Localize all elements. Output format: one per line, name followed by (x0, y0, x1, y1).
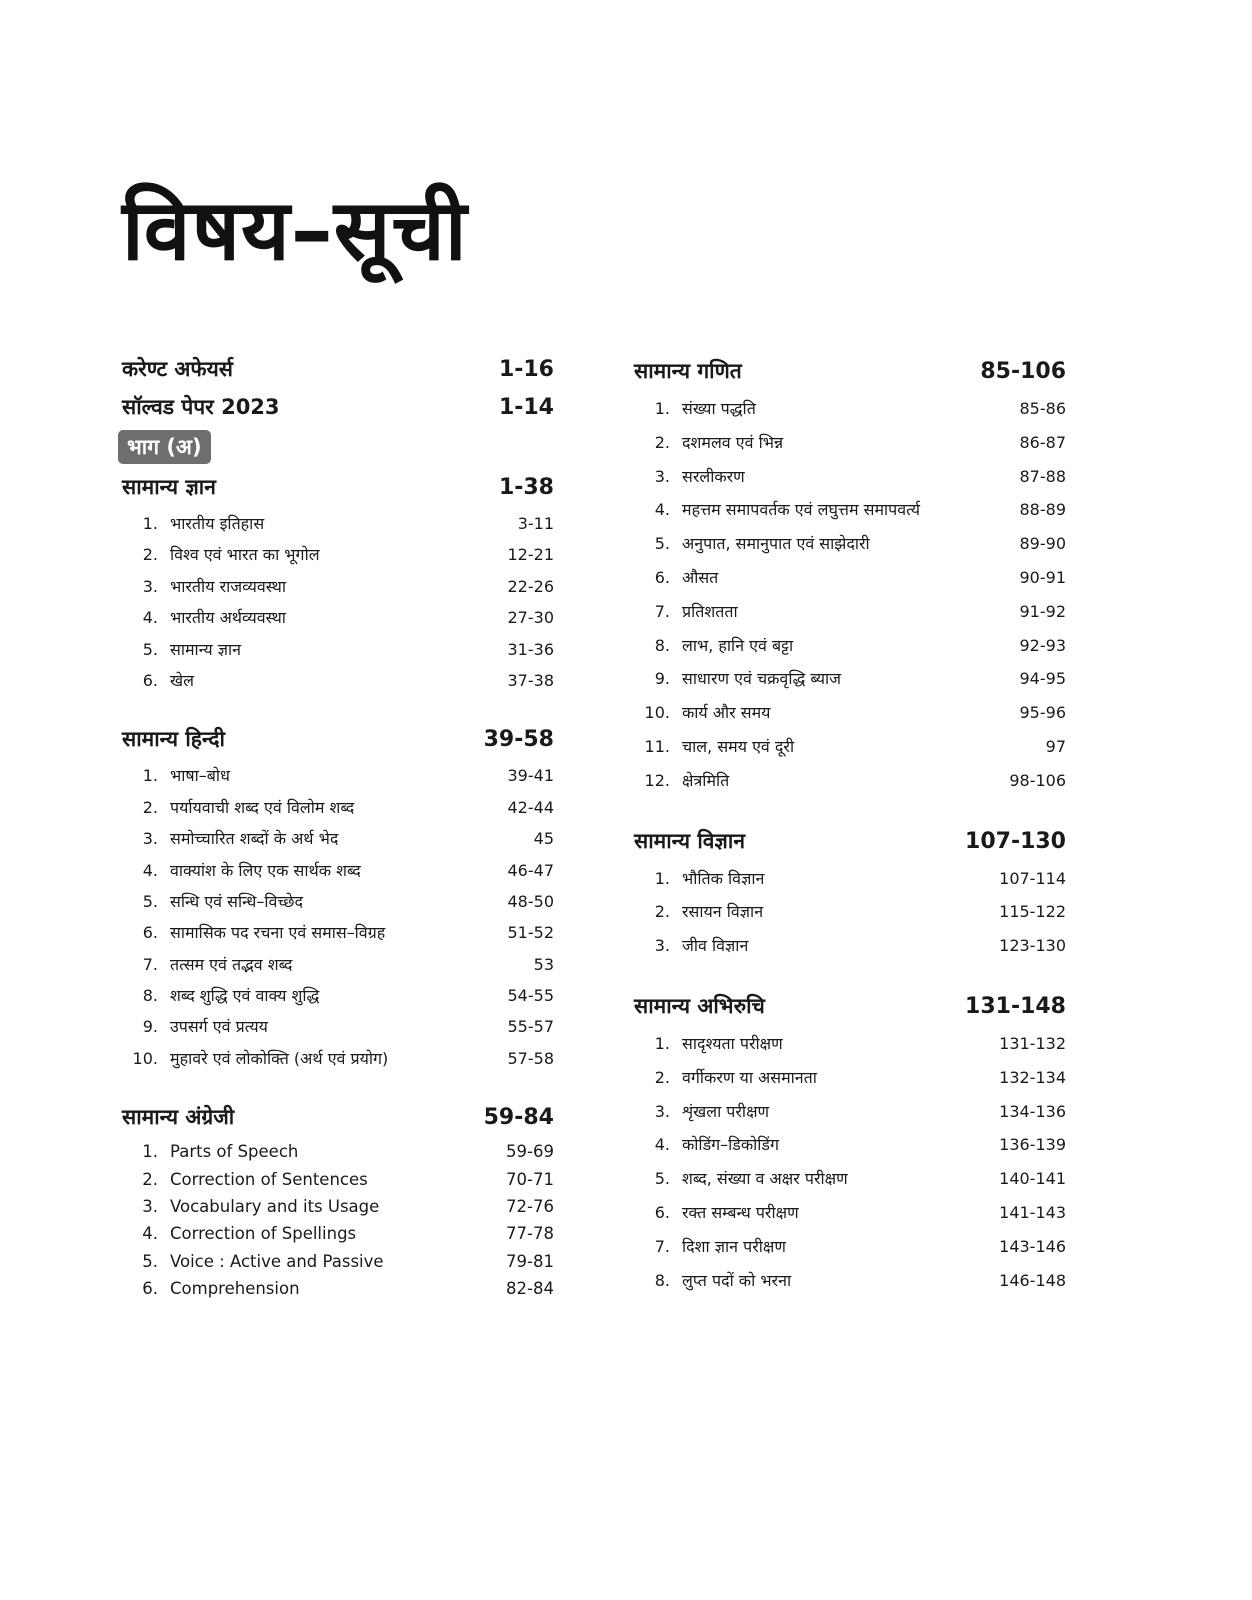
entry-label: सन्धि एवं सन्धि–विच्छेद (170, 891, 304, 911)
entry-pages: 89-90 (1019, 534, 1066, 554)
entry-number: 1. (654, 868, 670, 888)
entry-number: 3. (654, 936, 670, 956)
entry-label: अनुपात, समानुपात एवं साझेदारी (682, 534, 870, 554)
entry-pages: 46-47 (507, 860, 554, 880)
toc-entry[interactable] (634, 595, 1066, 629)
toc-entry[interactable] (634, 895, 1066, 929)
entry-number: 4. (142, 608, 158, 628)
entry-number: 4. (654, 1135, 670, 1155)
toc-top-label: सॉल्वड पेपर 2023 (122, 395, 280, 419)
entry-pages: 53 (533, 954, 554, 974)
toc-section (122, 1096, 554, 1302)
entry-number: 1. (142, 1142, 158, 1162)
entry-number: 5. (654, 1169, 670, 1189)
toc-entry[interactable] (122, 886, 554, 917)
section-pages: 1-38 (498, 475, 554, 500)
entry-pages: 51-52 (507, 923, 554, 943)
entry-number: 1. (654, 399, 670, 418)
entry-label: भारतीय अर्थव्यवस्था (170, 608, 286, 628)
entry-pages: 37-38 (507, 670, 554, 690)
toc-entry[interactable] (634, 460, 1066, 494)
entry-number: 1. (654, 1033, 670, 1053)
entry-pages: 45 (533, 829, 554, 849)
entry-label: रक्त सम्बन्ध परीक्षण (682, 1202, 799, 1222)
entry-pages: 98-106 (1009, 770, 1066, 790)
entry-number: 3. (654, 1101, 670, 1121)
toc-entry[interactable] (634, 1027, 1066, 1061)
entry-number: 7. (654, 601, 670, 621)
section-heading[interactable] (634, 820, 1066, 862)
toc-entry[interactable] (634, 1128, 1066, 1162)
entry-label: महत्तम समापवर्तक एवं लघुत्तम समापवर्त्य (682, 500, 921, 520)
section-heading[interactable] (122, 1096, 554, 1138)
entry-pages: 3-11 (517, 514, 554, 533)
entry-number: 3. (142, 1197, 158, 1217)
entry-pages: 48-50 (507, 891, 554, 911)
toc-entry[interactable] (634, 862, 1066, 896)
toc-top-item[interactable] (122, 388, 554, 426)
entry-pages: 70-71 (506, 1169, 554, 1189)
toc-section (634, 985, 1066, 1297)
toc-entry[interactable] (122, 1275, 554, 1302)
toc-entry[interactable] (634, 527, 1066, 561)
entry-pages: 88-89 (1019, 500, 1066, 520)
entry-label: क्षेत्रमिति (682, 770, 730, 790)
right-column (634, 350, 1066, 1319)
entry-pages: 59-69 (506, 1142, 554, 1162)
toc-top-pages: 1-16 (498, 357, 554, 382)
entry-pages: 42-44 (507, 797, 554, 817)
toc-section (122, 718, 554, 1074)
section-pages: 131-148 (965, 993, 1066, 1019)
entry-pages: 55-57 (507, 1017, 554, 1037)
entry-number: 12. (644, 770, 670, 790)
entry-pages: 39-41 (507, 766, 554, 786)
toc-entry[interactable] (634, 1162, 1066, 1196)
entry-number: 6. (142, 923, 158, 943)
entry-number: 8. (142, 986, 158, 1006)
toc-entry[interactable] (634, 730, 1066, 764)
entry-number: 6. (142, 1279, 158, 1299)
toc-entry[interactable] (122, 855, 554, 886)
section-title: सामान्य गणित (634, 359, 742, 383)
entry-number: 1. (142, 766, 158, 786)
entry-label: चाल, समय एवं दूरी (682, 736, 795, 756)
entry-number: 2. (142, 545, 158, 565)
entry-label: औसत (682, 567, 719, 587)
entry-pages: 97 (1045, 736, 1066, 756)
section-heading[interactable] (122, 718, 554, 760)
entry-label: शब्द, संख्या व अक्षर परीक्षण (682, 1169, 848, 1189)
entry-number: 7. (654, 1236, 670, 1256)
toc-entry[interactable] (634, 696, 1066, 730)
entry-label: दिशा ज्ञान परीक्षण (682, 1236, 786, 1256)
toc-entry[interactable] (122, 602, 554, 633)
toc-entry[interactable] (122, 1138, 554, 1165)
entry-pages: 82-84 (506, 1279, 554, 1299)
entry-number: 3. (142, 576, 158, 596)
entry-number: 10. (132, 1048, 158, 1068)
section-title: सामान्य ज्ञान (122, 475, 216, 499)
part-badge: भाग (अ) (118, 430, 211, 464)
toc-top-label: करेण्ट अफेयर्स (122, 357, 233, 381)
entry-pages: 132-134 (999, 1067, 1066, 1087)
entry-number: 2. (142, 797, 158, 817)
section-pages: 85-106 (980, 359, 1066, 384)
toc-entry[interactable] (122, 1043, 554, 1074)
toc-entry[interactable] (634, 1061, 1066, 1095)
entry-label: दशमलव एवं भिन्न (682, 432, 784, 452)
entry-label: विश्व एवं भारत का भूगोल (170, 545, 320, 565)
page-title: विषय–सूची (122, 181, 468, 279)
entry-number: 7. (142, 954, 158, 974)
toc-entry[interactable] (634, 764, 1066, 798)
toc-entry[interactable] (634, 561, 1066, 595)
toc-section (634, 820, 1066, 963)
entry-number: 6. (142, 670, 158, 690)
entry-label: Comprehension (170, 1279, 300, 1299)
entry-pages: 134-136 (999, 1101, 1066, 1121)
entry-label: प्रतिशतता (682, 601, 738, 621)
entry-label: Vocabulary and its Usage (170, 1197, 380, 1217)
toc-entry[interactable] (634, 1264, 1066, 1298)
entry-number: 6. (654, 567, 670, 587)
toc-entry[interactable] (122, 1011, 554, 1042)
section-title: सामान्य अभिरुचि (634, 993, 765, 1018)
entry-pages: 123-130 (999, 936, 1066, 956)
section-heading[interactable] (122, 466, 554, 508)
entry-label: कार्य और समय (682, 703, 771, 723)
entry-label: रसायन विज्ञान (682, 902, 764, 922)
toc-entry[interactable] (122, 980, 554, 1011)
entry-number: 2. (142, 1169, 158, 1189)
entry-pages: 86-87 (1019, 432, 1066, 452)
toc-entry[interactable] (122, 823, 554, 854)
entry-pages: 146-148 (999, 1270, 1066, 1290)
entry-label: पर्यायवाची शब्द एवं विलोम शब्द (170, 797, 355, 817)
toc-entry[interactable] (634, 493, 1066, 527)
entry-number: 2. (654, 902, 670, 922)
entry-number: 6. (654, 1202, 670, 1222)
entry-number: 4. (142, 860, 158, 880)
entry-label: कोडिंग–डिकोडिंग (682, 1135, 779, 1155)
toc-entry[interactable] (634, 662, 1066, 696)
entry-pages: 72-76 (506, 1197, 554, 1217)
entry-pages: 22-26 (507, 576, 554, 596)
entry-pages: 27-30 (507, 608, 554, 628)
entry-pages: 79-81 (506, 1251, 554, 1271)
entry-label: भारतीय राजव्यवस्था (170, 576, 287, 596)
toc-entry[interactable] (122, 665, 554, 696)
section-title: सामान्य अंग्रेजी (122, 1105, 235, 1130)
entry-label: शब्द शुद्धि एवं वाक्य शुद्धि (170, 986, 320, 1006)
entry-label: भौतिक विज्ञान (682, 868, 765, 888)
entry-number: 5. (142, 891, 158, 911)
toc-entry[interactable] (122, 760, 554, 791)
entry-number: 5. (654, 534, 670, 554)
entry-label: समोच्चारित शब्दों के अर्थ भेद (170, 829, 339, 849)
entry-label: भाषा–बोध (170, 766, 230, 786)
entry-label: सामान्य ज्ञान (170, 639, 242, 659)
section-title: सामान्य हिन्दी (122, 727, 225, 752)
entry-number: 10. (644, 703, 670, 723)
entry-pages: 87-88 (1019, 466, 1066, 486)
entry-pages: 12-21 (507, 545, 554, 565)
entry-label: Voice : Active and Passive (170, 1251, 384, 1271)
entry-number: 11. (644, 736, 670, 756)
entry-label: सरलीकरण (682, 466, 745, 486)
toc-section (634, 350, 1066, 798)
toc-entry[interactable] (122, 539, 554, 570)
entry-label: सादृश्यता परीक्षण (682, 1033, 783, 1053)
entry-pages: 94-95 (1019, 669, 1066, 689)
entry-number: 1. (142, 514, 158, 533)
entry-pages: 92-93 (1019, 635, 1066, 655)
entry-number: 8. (654, 1270, 670, 1290)
entry-label: वर्गीकरण या असमानता (682, 1067, 817, 1087)
entry-label: खेल (170, 670, 194, 690)
entry-pages: 31-36 (507, 639, 554, 659)
toc-entry[interactable] (122, 792, 554, 823)
entry-number: 9. (142, 1017, 158, 1037)
entry-number: 4. (654, 500, 670, 520)
section-pages: 59-84 (483, 1105, 554, 1131)
section-heading[interactable] (634, 985, 1066, 1027)
toc-top-pages: 1-14 (498, 395, 554, 420)
toc-entry[interactable] (122, 917, 554, 948)
section-pages: 39-58 (483, 727, 554, 753)
entry-label: लुप्त पदों को भरना (682, 1270, 792, 1290)
entry-number: 2. (654, 1067, 670, 1087)
entry-pages: 115-122 (999, 902, 1066, 922)
entry-label: संख्या पद्धति (682, 399, 756, 418)
entry-label: Correction of Sentences (170, 1169, 368, 1189)
entry-label: भारतीय इतिहास (170, 514, 265, 533)
toc-entry[interactable] (122, 1193, 554, 1220)
entry-pages: 77-78 (506, 1224, 554, 1244)
toc-entry[interactable] (122, 1166, 554, 1193)
entry-pages: 136-139 (999, 1135, 1066, 1155)
entry-number: 4. (142, 1224, 158, 1244)
entry-pages: 143-146 (999, 1236, 1066, 1256)
entry-pages: 107-114 (999, 868, 1066, 888)
entry-pages: 85-86 (1019, 399, 1066, 418)
toc-entry[interactable] (634, 929, 1066, 963)
toc-entry[interactable] (122, 634, 554, 665)
toc-entry[interactable] (122, 1248, 554, 1275)
toc-entry[interactable] (634, 629, 1066, 663)
toc-entry[interactable] (634, 1095, 1066, 1129)
entry-number: 5. (142, 1251, 158, 1271)
entry-number: 3. (142, 829, 158, 849)
entry-number: 5. (142, 639, 158, 659)
left-sections (122, 466, 554, 1303)
entry-pages: 90-91 (1019, 567, 1066, 587)
toc-section (122, 466, 554, 696)
entry-number: 9. (654, 669, 670, 689)
left-column (122, 350, 554, 1325)
entry-number: 2. (654, 432, 670, 452)
toc-entry[interactable] (634, 1230, 1066, 1264)
entry-label: लाभ, हानि एवं बट्टा (682, 635, 794, 655)
entry-pages: 54-55 (507, 986, 554, 1006)
toc-entry[interactable] (122, 508, 554, 539)
entry-label: शृंखला परीक्षण (682, 1101, 770, 1121)
section-title: सामान्य विज्ञान (634, 828, 745, 853)
entry-label: सामासिक पद रचना एवं समास–विग्रह (170, 923, 386, 943)
entry-number: 3. (654, 466, 670, 486)
toc-entry[interactable] (122, 949, 554, 980)
toc-entry[interactable] (122, 571, 554, 602)
entry-pages: 140-141 (999, 1169, 1066, 1189)
entry-pages: 131-132 (999, 1033, 1066, 1053)
toc-top-item[interactable] (122, 350, 554, 388)
entry-pages: 91-92 (1019, 601, 1066, 621)
entry-label: वाक्यांश के लिए एक सार्थक शब्द (170, 860, 361, 880)
toc-entry[interactable] (634, 1196, 1066, 1230)
entry-label: मुहावरे एवं लोकोक्ति (अर्थ एवं प्रयोग) (170, 1048, 389, 1068)
toc-entry[interactable] (634, 426, 1066, 460)
entry-number: 8. (654, 635, 670, 655)
entry-pages: 57-58 (507, 1048, 554, 1068)
section-heading[interactable] (634, 350, 1066, 392)
entry-pages: 141-143 (999, 1202, 1066, 1222)
toc-entry[interactable] (634, 392, 1066, 426)
entry-label: तत्सम एवं तद्भव शब्द (170, 954, 293, 974)
section-pages: 107-130 (965, 828, 1066, 854)
entry-label: साधारण एवं चक्रवृद्धि ब्याज (682, 669, 841, 689)
right-sections (634, 350, 1066, 1297)
entry-label: Parts of Speech (170, 1142, 299, 1162)
entry-pages: 95-96 (1019, 703, 1066, 723)
toc-entry[interactable] (122, 1220, 554, 1247)
entry-label: उपसर्ग एवं प्रत्यय (170, 1017, 268, 1037)
entry-label: जीव विज्ञान (682, 936, 749, 956)
entry-label: Correction of Spellings (170, 1224, 357, 1244)
